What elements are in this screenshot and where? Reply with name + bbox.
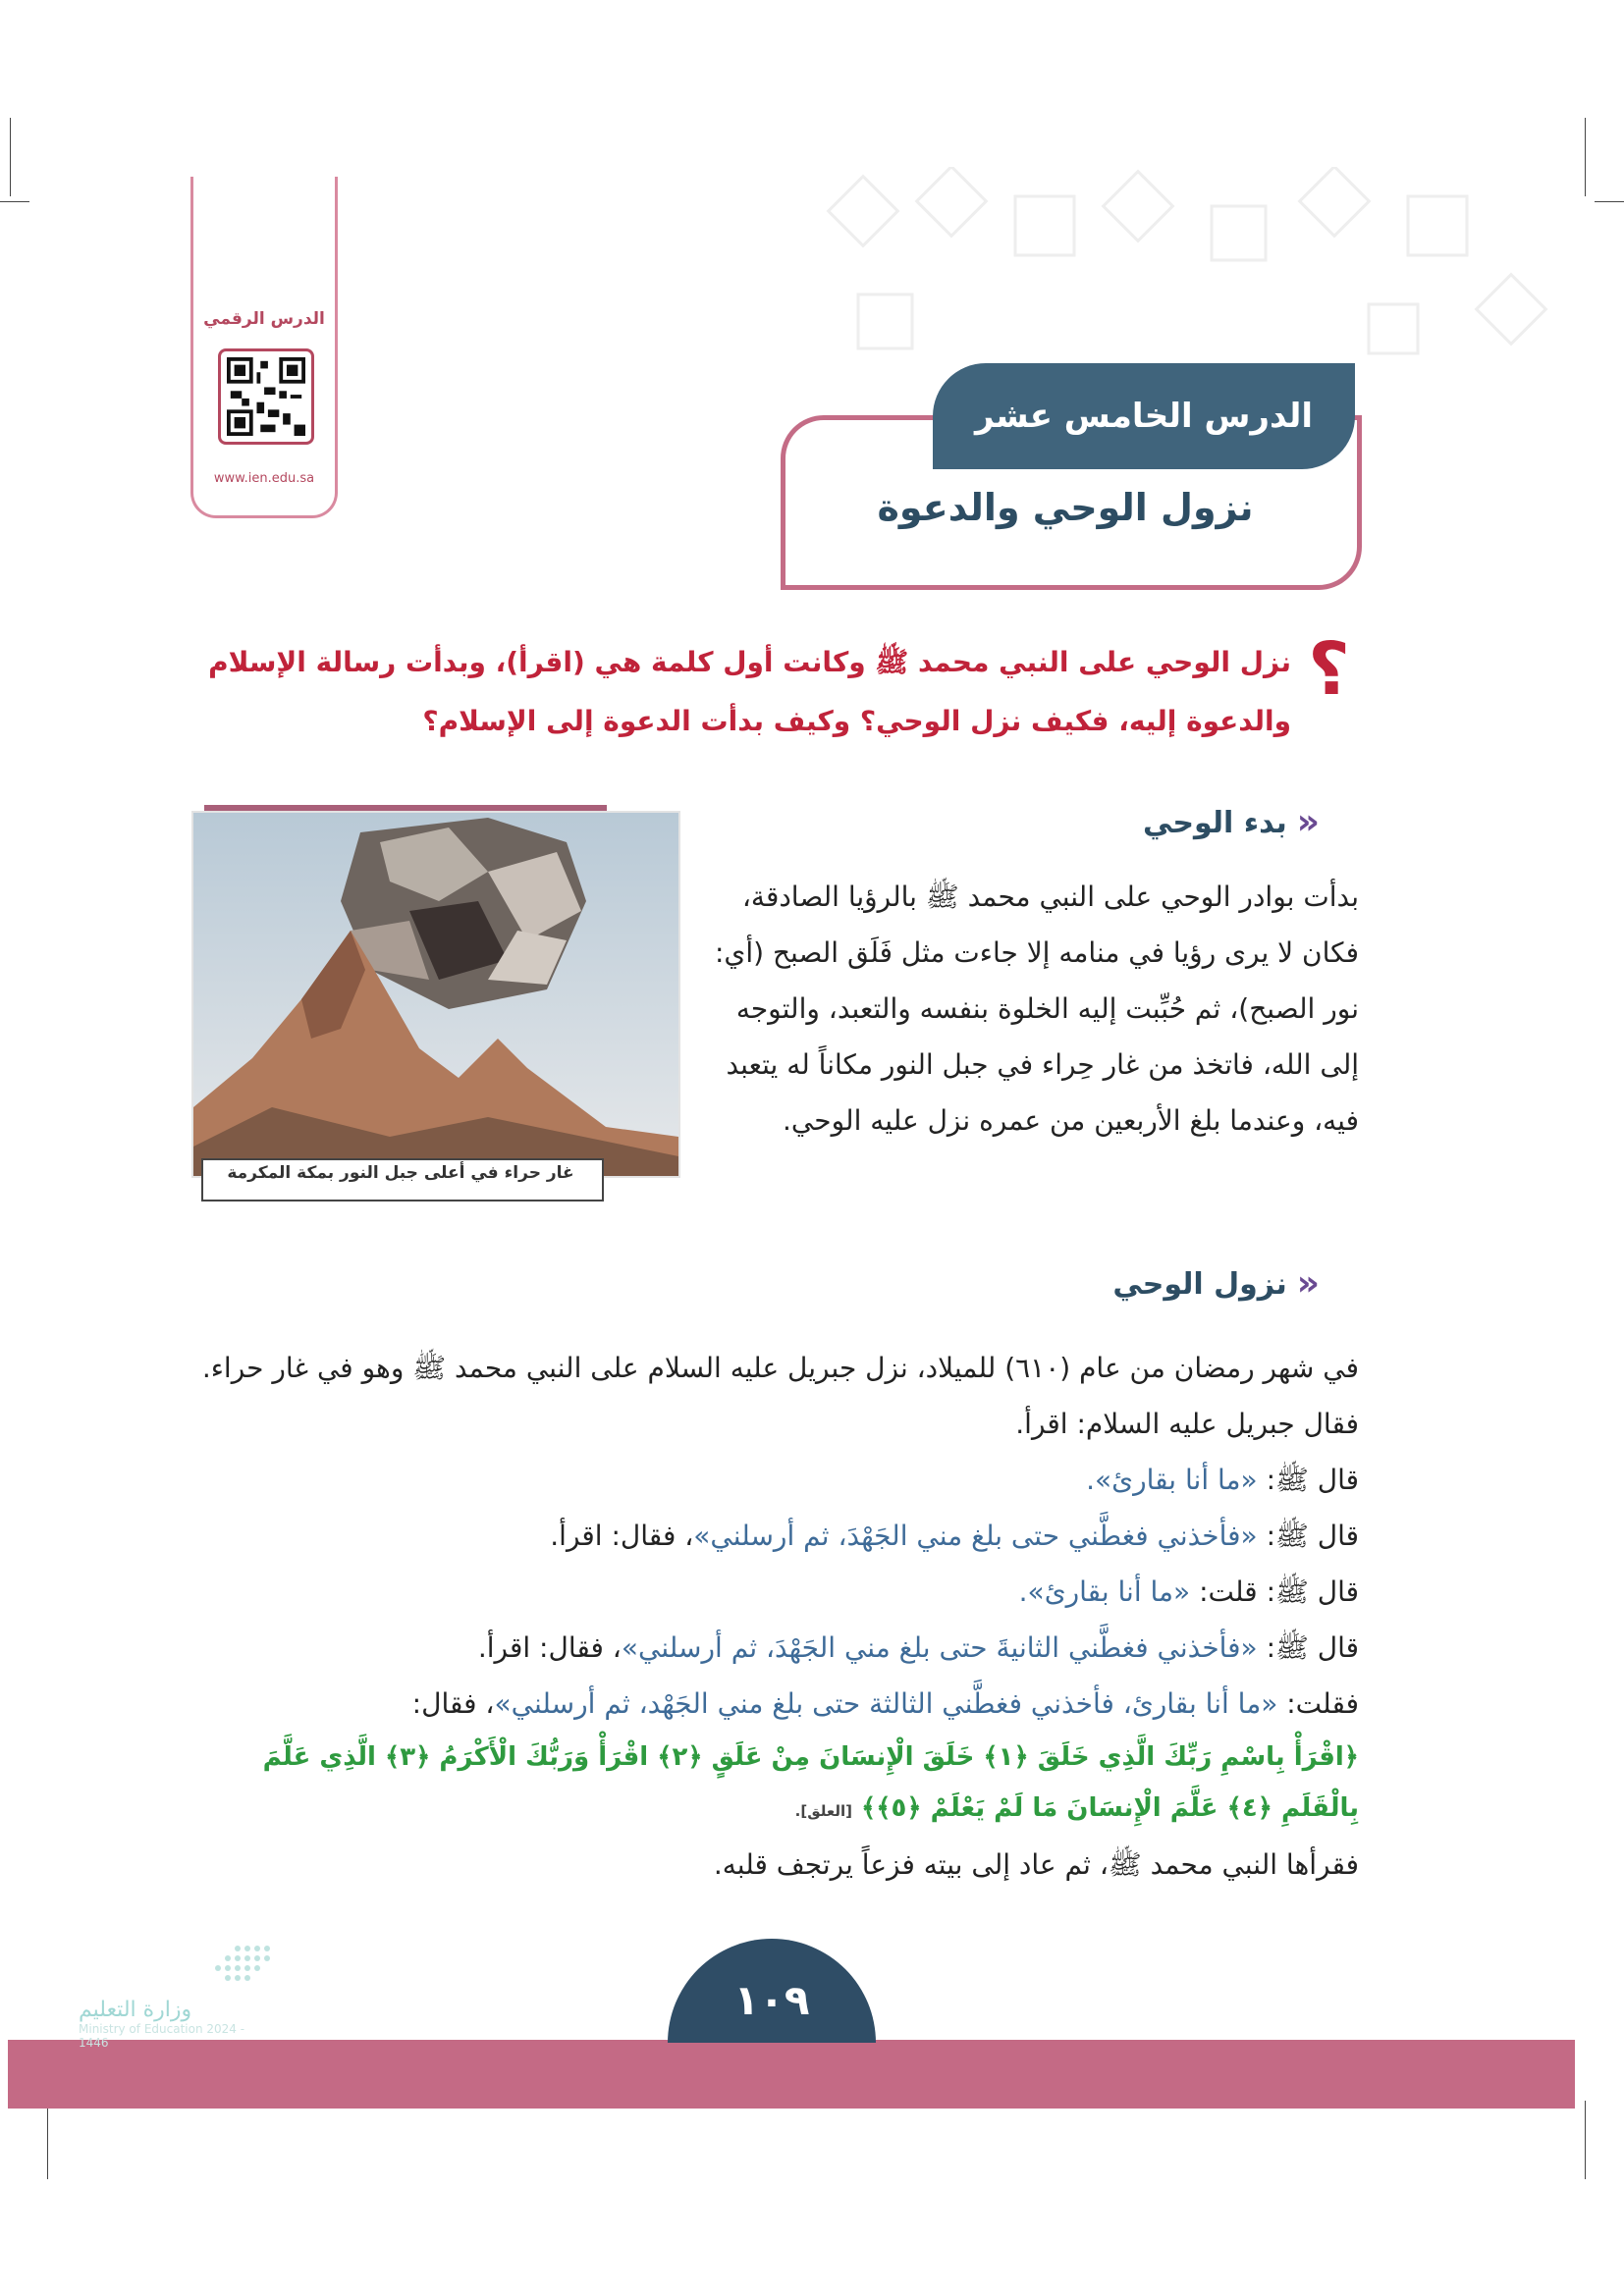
chevron-left-icon: «: [1296, 1263, 1320, 1304]
photo-caption: غار حراء في أعلى جبل النور بمكة المكرمة: [227, 1163, 574, 1183]
narrative-line: [190, 1620, 1359, 1676]
quran-text: ﴿اقْرَأْ بِاسْمِ رَبِّكَ الَّذِي خَلَقَ ﴿١﴾ خَلَقَ الْإِنسَانَ مِنْ عَلَقٍ ﴿٢﴾ اقْرَأْ وَرَبُّكَ الْأَكْرَمُ ﴿٣﴾ الَّذِي عَلَّمَ بِالْقَلَمِ ﴿٤﴾ عَلَّمَ الْإِنسَانَ مَا لَمْ يَعْلَمْ ﴿٥﴾﴾: [262, 1742, 1359, 1823]
speaker-text: قال ﷺ:: [1257, 1631, 1359, 1664]
qr-code-icon[interactable]: [218, 348, 314, 445]
digital-lesson-url[interactable]: www.ien.edu.sa: [213, 471, 315, 486]
speaker-text: قال ﷺ:: [1257, 1520, 1359, 1552]
speaker-text: ، فقال: اقرأ.: [477, 1631, 622, 1664]
crop-mark: [10, 118, 11, 196]
digital-lesson-title: الدرس الرقمي: [203, 309, 325, 329]
revelation-narrative: [190, 1340, 1359, 1893]
lesson-number-badge: الدرس الخامس عشر: [933, 363, 1355, 469]
footer-bar: [8, 2040, 1575, 2109]
section-heading-text: بدء الوحي: [1143, 805, 1287, 840]
speaker-text: ، فقال:: [411, 1687, 495, 1720]
hira-cave-photo: [191, 811, 680, 1178]
ministry-subtitle: Ministry of Education 2024 - 1446: [79, 2022, 245, 2050]
lesson-title: نزول الوحي والدعوة: [877, 486, 1254, 529]
speaker-text: قال ﷺ:: [1257, 1464, 1359, 1496]
narrative-line: [190, 1676, 1359, 1732]
section-heading-revelation-descent: [1112, 1263, 1320, 1304]
hadith-quote: «ما أنا بقارئ».: [1086, 1464, 1258, 1496]
surah-reference: [العلق].: [794, 1802, 852, 1820]
crop-mark: [47, 2101, 48, 2179]
narrative-line: فقال جبريل عليه السلام: اقرأ.: [1015, 1408, 1359, 1440]
speaker-text: ، فقال: اقرأ.: [550, 1520, 694, 1552]
narrative-line: في شهر رمضان من عام (٦١٠) للميلاد، نزل جبريل عليه السلام على النبي محمد ﷺ وهو في غار حراء.: [201, 1352, 1359, 1384]
crop-mark: [1595, 201, 1624, 202]
ministry-name: وزارة التعليم: [79, 1998, 192, 2022]
section-heading-text: نزول الوحي: [1112, 1266, 1287, 1302]
mountain-illustration: [193, 813, 678, 1176]
narrative-line: [190, 1452, 1359, 1508]
quran-verses: [190, 1732, 1359, 1837]
section-heading-start-of-revelation: [1143, 802, 1320, 842]
section-paragraph: بدأت بوادر الوحي على النبي محمد ﷺ بالرؤيا الصادقة، فكان لا يرى رؤيا في منامه إلا جاءت مثل فَلَق الصبح (أي: نور الصبح)، ثم حُبِّبت إليه الخلوة بنفسه والتعبد، والتوجه إلى الله، فاتخذ من غار حِراء في جبل النور مكاناً له يتعبد فيه، وعندما بلغ الأربعين من عمره نزل عليه الوحي.: [715, 881, 1359, 1137]
narrative-line: [190, 1564, 1359, 1620]
hadith-quote: «ما أنا بقارئ، فأخذني فغطَّني الثالثة حتى بلغ مني الجَهْد، ثم أرسلني»: [494, 1687, 1278, 1720]
digital-lesson-card[interactable]: [190, 177, 338, 518]
narrative-line: فقرأها النبي محمد ﷺ، ثم عاد إلى بيته فزعاً يرتجف قلبه.: [713, 1848, 1359, 1881]
chevron-left-icon: «: [1296, 802, 1320, 842]
question-mark-icon: ؟: [1308, 627, 1350, 712]
crop-mark: [1585, 2101, 1586, 2179]
intro-question: نزل الوحي على النبي محمد ﷺ وكانت أول كلمة هي (اقرأ)، وبدأت رسالة الإسلام والدعوة إليه، فكيف نزل الوحي؟ وكيف بدأت الدعوة إلى الإسلام؟: [208, 646, 1291, 737]
hadith-quote: «فأخذني فغطَّني الثانيةَ حتى بلغ مني الجَهْدَ، ثم أرسلني»: [621, 1631, 1258, 1664]
hadith-quote: «ما أنا بقارئ».: [1018, 1575, 1191, 1608]
crop-mark: [1585, 118, 1586, 196]
narrative-line: [190, 1508, 1359, 1564]
hadith-quote: «فأخذني فغطَّني حتى بلغ مني الجَهْدَ، ثم أرسلني»: [693, 1520, 1258, 1552]
page-number: ١٠٩: [668, 1939, 876, 2043]
crop-mark: [0, 201, 29, 202]
qr-code-graphic: [227, 357, 305, 436]
speaker-text: فقلت:: [1277, 1687, 1359, 1720]
speaker-text: قال ﷺ: قلت:: [1190, 1575, 1359, 1608]
